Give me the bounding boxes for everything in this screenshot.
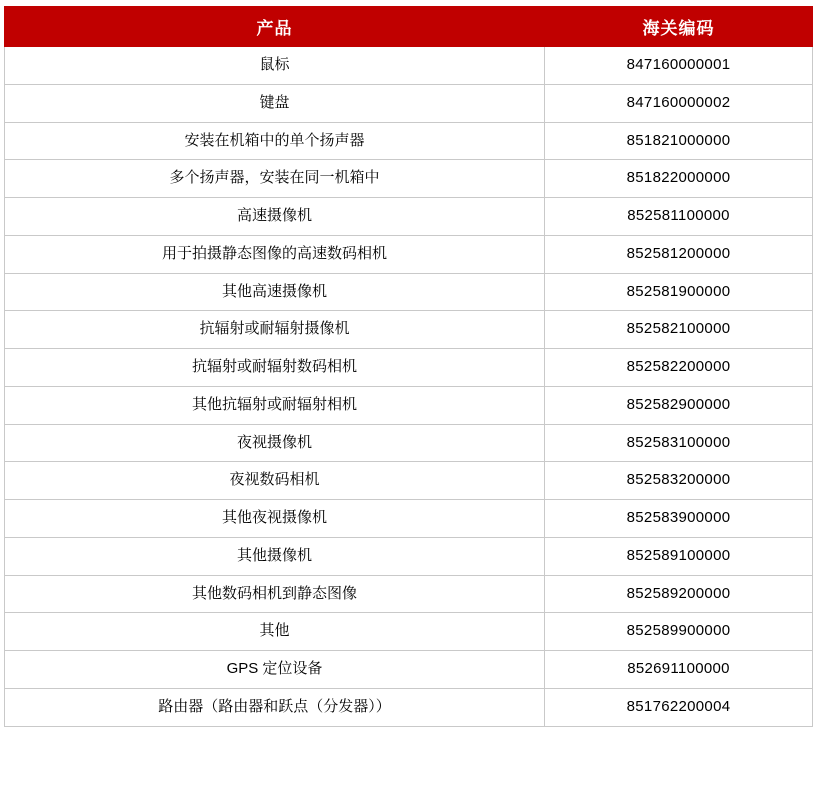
product-cell: 其他夜视摄像机 xyxy=(5,500,545,538)
product-cell: 其他摄像机 xyxy=(5,537,545,575)
customs-code-cell: 852589200000 xyxy=(545,575,813,613)
table-row xyxy=(5,575,813,613)
customs-code-cell: 851822000000 xyxy=(545,160,813,198)
customs-code-cell: 851762200004 xyxy=(545,688,813,726)
table-row xyxy=(5,235,813,273)
customs-code-cell: 852582900000 xyxy=(545,386,813,424)
customs-code-cell: 851821000000 xyxy=(545,122,813,160)
product-cell: 安装在机箱中的单个扬声器 xyxy=(5,122,545,160)
customs-code-cell: 852581200000 xyxy=(545,235,813,273)
customs-code-cell: 852589900000 xyxy=(545,613,813,651)
table-row xyxy=(5,273,813,311)
product-cell: 抗辐射或耐辐射数码相机 xyxy=(5,349,545,387)
table-row xyxy=(5,651,813,689)
table-row xyxy=(5,198,813,236)
customs-code-cell: 852583100000 xyxy=(545,424,813,462)
table-row xyxy=(5,424,813,462)
table-row xyxy=(5,688,813,726)
product-cell: 其他 xyxy=(5,613,545,651)
column-header-customs-code: 海关编码 xyxy=(545,7,813,47)
table-row xyxy=(5,84,813,122)
table-body xyxy=(5,47,813,727)
product-cell: 用于拍摄静态图像的高速数码相机 xyxy=(5,235,545,273)
table-row xyxy=(5,386,813,424)
product-cell: 鼠标 xyxy=(5,47,545,85)
customs-code-cell: 852581900000 xyxy=(545,273,813,311)
table-row xyxy=(5,122,813,160)
customs-code-cell: 852582200000 xyxy=(545,349,813,387)
table-row xyxy=(5,349,813,387)
product-cell: 其他高速摄像机 xyxy=(5,273,545,311)
customs-code-cell: 852589100000 xyxy=(545,537,813,575)
table-row xyxy=(5,47,813,85)
table-row xyxy=(5,160,813,198)
table-row xyxy=(5,462,813,500)
product-cell: 键盘 xyxy=(5,84,545,122)
table-row xyxy=(5,537,813,575)
product-cell: 抗辐射或耐辐射摄像机 xyxy=(5,311,545,349)
table-row xyxy=(5,500,813,538)
table-header-row xyxy=(5,7,813,47)
product-cell: 多个扬声器，安装在同一机箱中 xyxy=(5,160,545,198)
product-cell: 夜视摄像机 xyxy=(5,424,545,462)
customs-code-cell: 852581100000 xyxy=(545,198,813,236)
product-cell: GPS 定位设备 xyxy=(5,651,545,689)
product-cell: 其他数码相机到静态图像 xyxy=(5,575,545,613)
customs-code-cell: 852583200000 xyxy=(545,462,813,500)
product-cell: 夜视数码相机 xyxy=(5,462,545,500)
column-header-product: 产品 xyxy=(5,7,545,47)
table-row xyxy=(5,613,813,651)
product-cell: 高速摄像机 xyxy=(5,198,545,236)
customs-code-cell: 852583900000 xyxy=(545,500,813,538)
customs-code-cell: 852691100000 xyxy=(545,651,813,689)
product-cell: 其他抗辐射或耐辐射相机 xyxy=(5,386,545,424)
hs-code-table xyxy=(4,6,813,727)
table-header xyxy=(5,7,813,47)
customs-code-cell: 847160000002 xyxy=(545,84,813,122)
customs-code-cell: 852582100000 xyxy=(545,311,813,349)
table-row xyxy=(5,311,813,349)
product-cell: 路由器（路由器和跃点（分发器）） xyxy=(5,688,545,726)
customs-code-cell: 847160000001 xyxy=(545,47,813,85)
